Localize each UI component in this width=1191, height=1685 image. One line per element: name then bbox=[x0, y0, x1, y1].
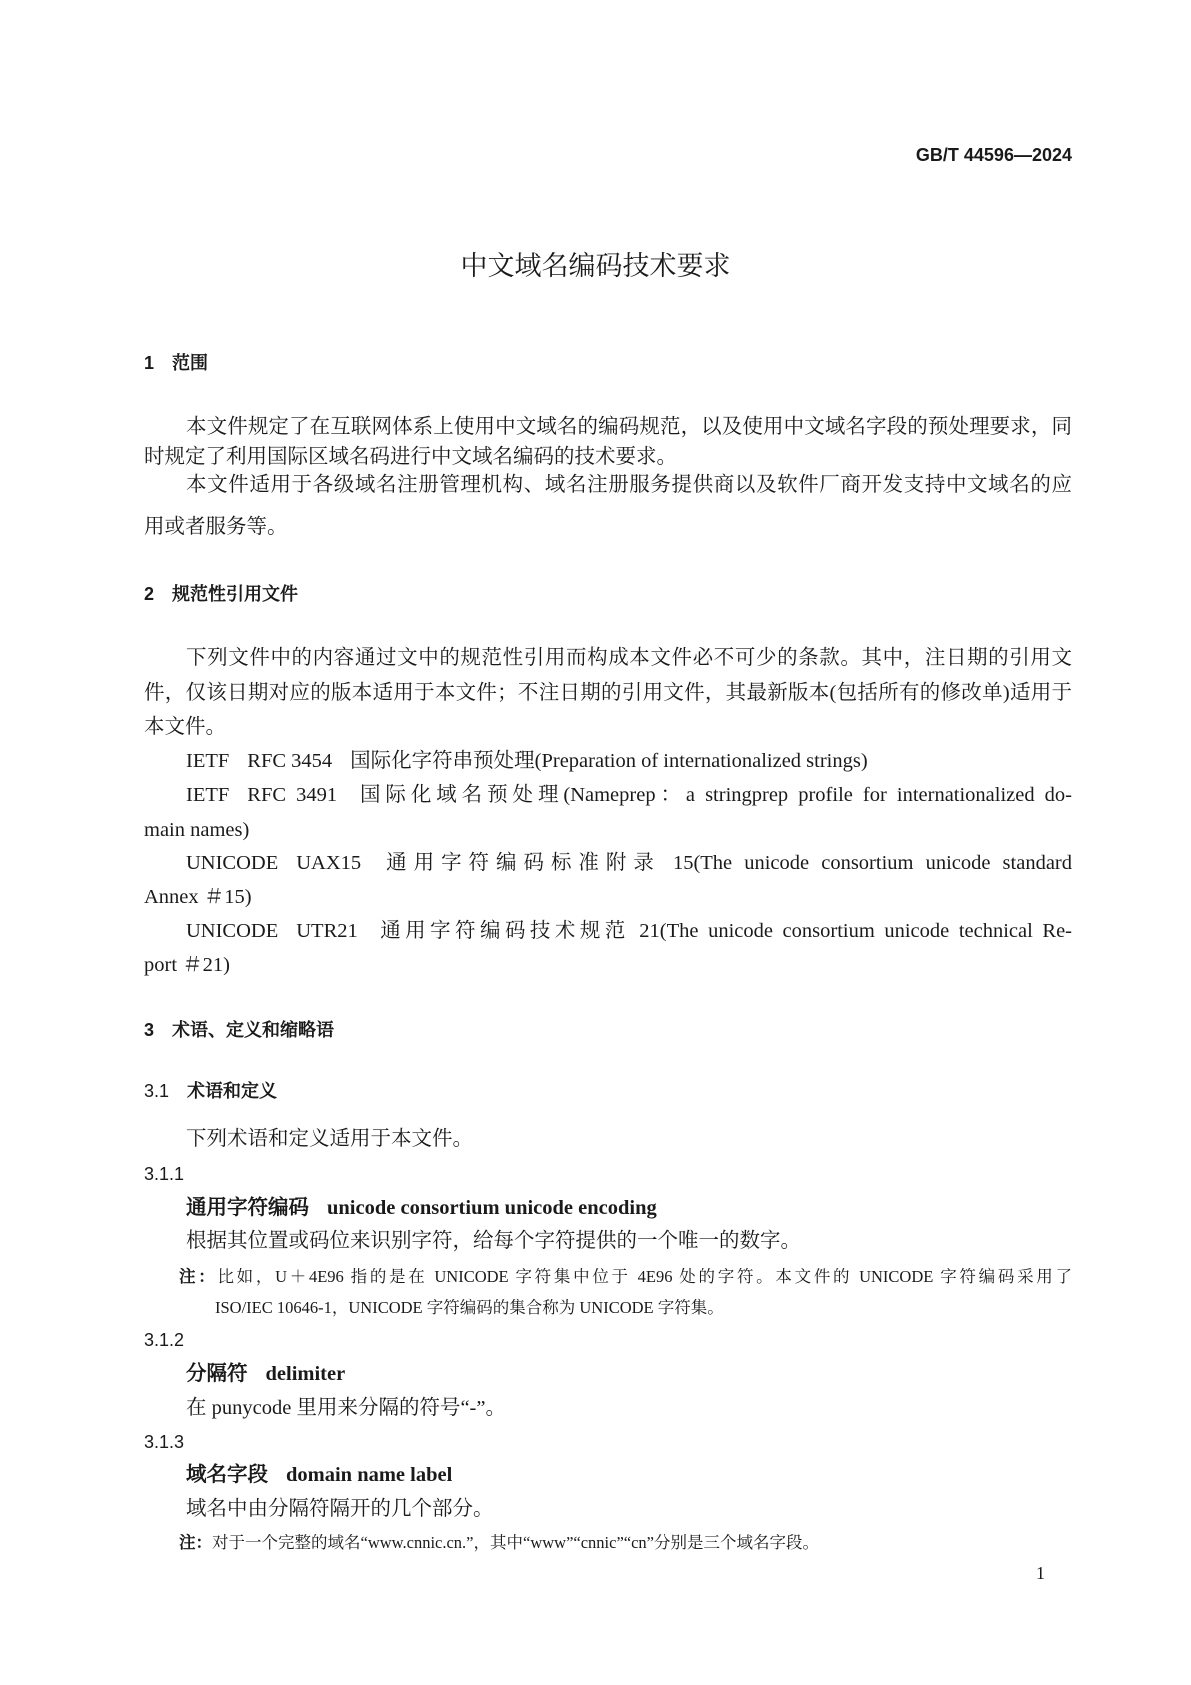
term-definition: 域名中由分隔符隔开的几个部分。 bbox=[186, 1498, 494, 1520]
ref-title: 国际化域名预处理(Nameprep：a stringprep profile for internationalized do- bbox=[355, 784, 1072, 806]
paragraph-line: 本文件适用于各级域名注册管理机构、域名注册服务提供商以及软件厂商开发支持中文域名的应 bbox=[186, 474, 1072, 496]
reference-continuation: main names) bbox=[144, 819, 250, 841]
ref-title: 国际化字符串预处理(Preparation of internationalized strings) bbox=[350, 750, 868, 772]
section-1-heading bbox=[144, 351, 208, 375]
page-number: 1 bbox=[1036, 1563, 1045, 1583]
section-title: 规范性引用文件 bbox=[172, 584, 299, 604]
term-title bbox=[186, 1196, 657, 1220]
reference-item bbox=[186, 783, 1072, 807]
reference-item bbox=[186, 919, 1072, 943]
paragraph-line: 下列文件中的内容通过文中的规范性引用而构成本文件必不可少的条款。其中，注日期的引用文 bbox=[186, 647, 1072, 669]
section-number: 1 bbox=[144, 353, 155, 373]
term-note bbox=[179, 1531, 819, 1555]
ref-org: UNICODE bbox=[186, 852, 279, 874]
paragraph-line: 下列术语和定义适用于本文件。 bbox=[186, 1128, 473, 1150]
section-number: 2 bbox=[144, 584, 155, 604]
note-text: 比如，U＋4E96 指的是在 UNICODE 字符集中位于 4E96 处的字符。本文件的 UNICODE 字符编码采用了 bbox=[217, 1267, 1073, 1286]
term-title bbox=[186, 1362, 345, 1386]
ref-code: RFC 3491 bbox=[247, 784, 338, 806]
subsection-heading bbox=[144, 1079, 277, 1103]
term-title bbox=[186, 1463, 452, 1487]
section-title: 术语、定义和缩略语 bbox=[172, 1020, 335, 1040]
note-label: 注： bbox=[179, 1267, 218, 1286]
term-en: delimiter bbox=[265, 1363, 346, 1385]
ref-title: 通用字符编码标准附录 15(The unicode consortium unicode standard bbox=[379, 852, 1072, 874]
term-definition: 在 punycode 里用来分隔的符号“-”。 bbox=[186, 1397, 506, 1419]
paragraph-line: 用或者服务等。 bbox=[144, 516, 288, 538]
term-definition: 根据其位置或码位来识别字符，给每个字符提供的一个唯一的数字。 bbox=[186, 1230, 801, 1252]
section-2-heading bbox=[144, 582, 298, 606]
term-number: 3.1.2 bbox=[144, 1330, 185, 1350]
ref-org: IETF bbox=[186, 750, 230, 772]
paragraph-line: 本文件规定了在互联网体系上使用中文域名的编码规范，以及使用中文域名字段的预处理要求，同 bbox=[186, 416, 1072, 438]
term-zh: 分隔符 bbox=[186, 1363, 248, 1385]
paragraph-line: 本文件。 bbox=[144, 716, 226, 738]
paragraph-line: 时规定了利用国际区域名码进行中文域名编码的技术要求。 bbox=[144, 446, 677, 468]
term-en: unicode consortium unicode encoding bbox=[327, 1197, 657, 1219]
ref-org: UNICODE bbox=[186, 920, 279, 942]
paragraph-line: 件，仅该日期对应的版本适用于本文件；不注日期的引用文件，其最新版本(包括所有的修改单)适用于 bbox=[144, 682, 1072, 704]
standard-code: GB/T 44596—2024 bbox=[915, 145, 1072, 165]
page-title: 中文域名编码技术要求 bbox=[460, 251, 731, 281]
reference-item bbox=[186, 749, 868, 773]
note-text: 对于一个完整的域名“www.cnnic.cn.”，其中“www”“cnnic”“cn”分别是三个域名字段。 bbox=[212, 1533, 819, 1552]
section-number: 3 bbox=[144, 1020, 155, 1040]
reference-item bbox=[186, 851, 1072, 875]
ref-code: UTR21 bbox=[296, 920, 358, 942]
ref-title: 通用字符编码技术规范 21(The unicode consortium unicode technical Re- bbox=[375, 920, 1072, 942]
ref-code: UAX15 bbox=[296, 852, 362, 874]
section-title: 范围 bbox=[172, 353, 209, 373]
reference-continuation: port ＃21) bbox=[144, 954, 230, 976]
term-note bbox=[179, 1265, 1072, 1289]
term-note-continuation: ISO/IEC 10646-1，UNICODE 字符编码的集合称为 UNICODE 字符集。 bbox=[215, 1298, 724, 1317]
term-zh: 通用字符编码 bbox=[186, 1197, 309, 1219]
note-label: 注： bbox=[179, 1533, 212, 1552]
subsection-title: 术语和定义 bbox=[187, 1081, 278, 1101]
term-number: 3.1.1 bbox=[144, 1164, 185, 1184]
ref-code: RFC 3454 bbox=[247, 750, 333, 772]
ref-org: IETF bbox=[186, 784, 230, 806]
term-number: 3.1.3 bbox=[144, 1432, 185, 1452]
subsection-number: 3.1 bbox=[144, 1081, 170, 1101]
reference-continuation: Annex ＃15) bbox=[144, 886, 252, 908]
section-3-heading bbox=[144, 1018, 334, 1042]
term-en: domain name label bbox=[286, 1464, 453, 1486]
term-zh: 域名字段 bbox=[186, 1464, 268, 1486]
